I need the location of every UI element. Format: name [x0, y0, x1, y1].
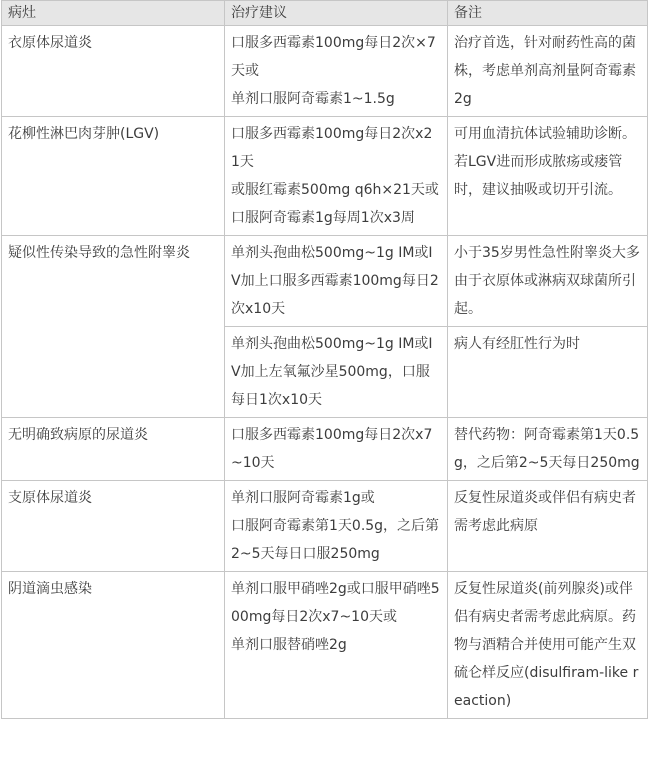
treatment-cell [225, 236, 448, 327]
disease-cell: 阴道滴虫感染 [2, 572, 225, 719]
table-row [2, 117, 648, 236]
treatment-line: 口服多西霉素100mg每日2次×7天或 [231, 35, 436, 79]
header-disease: 病灶 [2, 1, 225, 26]
treatment-line: 口服多西霉素100mg每日2次x21天 [231, 126, 433, 170]
treatment-table [1, 0, 648, 719]
notes-cell: 病人有经肛性行为时 [448, 327, 648, 418]
table-row [2, 481, 648, 572]
treatment-line: 单剂口服替硝唑2g [231, 637, 347, 653]
disease-cell: 支原体尿道炎 [2, 481, 225, 572]
treatment-cell [225, 481, 448, 572]
treatment-line: 口服阿奇霉素第1天0.5g，之后第2~5天每日口服250mg [231, 518, 440, 562]
treatment-cell [225, 572, 448, 719]
treatment-line: 单剂头孢曲松500mg~1g IM或IV加上左氧氟沙星500mg，口服每日1次x10天 [231, 336, 433, 408]
treatment-line: 单剂头孢曲松500mg~1g IM或IV加上口服多西霉素100mg每日2次x10天 [231, 245, 439, 317]
notes-cell: 反复性尿道炎(前列腺炎)或伴侣有病史者需考虑此病原。药物与酒精合并使用可能产生双硫仑样反应(disulfiram-like reaction) [448, 572, 648, 719]
table-header-row [2, 1, 648, 26]
notes-cell: 替代药物：阿奇霉素第1天0.5g，之后第2~5天每日250mg [448, 418, 648, 481]
disease-cell: 疑似性传染导致的急性附睾炎 [2, 236, 225, 418]
table-row [2, 418, 648, 481]
treatment-cell [225, 117, 448, 236]
notes-cell: 可用血清抗体试验辅助诊断。若LGV进而形成脓疡或瘘管时，建议抽吸或切开引流。 [448, 117, 648, 236]
notes-cell: 治疗首选，针对耐药性高的菌株，考虑单剂高剂量阿奇霉素2g [448, 26, 648, 117]
disease-cell: 衣原体尿道炎 [2, 26, 225, 117]
treatment-line: 口服阿奇霉素1g每周1次x3周 [231, 210, 415, 226]
disease-cell: 花柳性淋巴肉芽肿(LGV) [2, 117, 225, 236]
header-notes: 备注 [448, 1, 648, 26]
treatment-line: 口服多西霉素100mg每日2次x7~10天 [231, 427, 433, 471]
treatment-line: 单剂口服甲硝唑2g或口服甲硝唑500mg每日2次x7~10天或 [231, 581, 440, 625]
treatment-line: 或服红霉素500mg q6h×21天或 [231, 182, 439, 198]
header-treatment: 治疗建议 [225, 1, 448, 26]
treatment-cell [225, 26, 448, 117]
treatment-cell [225, 418, 448, 481]
table-row [2, 236, 648, 327]
table-row [2, 26, 648, 117]
treatment-line: 单剂口服阿奇霉素1~1.5g [231, 91, 395, 107]
treatment-cell [225, 327, 448, 418]
disease-cell: 无明确致病原的尿道炎 [2, 418, 225, 481]
notes-cell: 反复性尿道炎或伴侣有病史者需考虑此病原 [448, 481, 648, 572]
table-row [2, 572, 648, 719]
notes-cell: 小于35岁男性急性附睾炎大多由于衣原体或淋病双球菌所引起。 [448, 236, 648, 327]
treatment-line: 单剂口服阿奇霉素1g或 [231, 490, 375, 506]
